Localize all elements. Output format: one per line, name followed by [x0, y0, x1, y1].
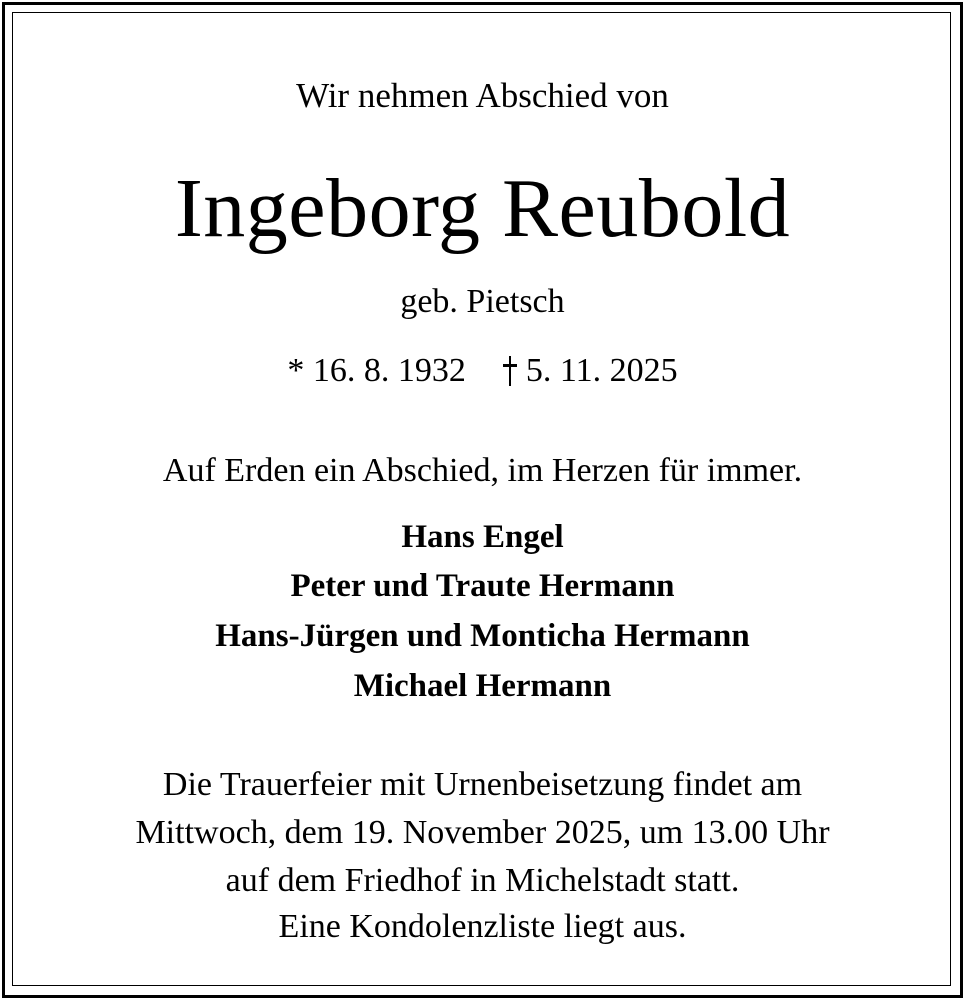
mourner-name: Hans Engel: [401, 519, 564, 555]
motto: Auf Erden ein Abschied, im Herzen für immer.: [162, 452, 803, 489]
intro-text: Wir nehmen Abschied von: [296, 76, 669, 115]
ceremony-line: auf dem Friedhof in Michelstadt statt.: [225, 862, 740, 899]
ceremony-line: Eine Kondolenzliste liegt aus.: [278, 908, 687, 945]
ceremony-line: Mittwoch, dem 19. November 2025, um 13.00 Uhr: [135, 814, 830, 851]
maiden-name: geb. Pietsch: [400, 283, 565, 320]
ceremony-line: Die Trauerfeier mit Urnenbeisetzung findet am: [162, 766, 803, 803]
mourner-name: Hans-Jürgen und Monticha Hermann: [215, 618, 750, 654]
death-date: 5. 11. 2025: [525, 352, 678, 389]
mourner-name: Peter und Traute Hermann: [290, 568, 675, 604]
cross-icon: [502, 356, 518, 386]
birth-date: * 16. 8. 1932: [287, 352, 466, 389]
mourner-name: Michael Hermann: [353, 668, 612, 704]
life-dates: [0, 352, 965, 390]
deceased-name: Ingeborg Reubold: [174, 162, 791, 255]
